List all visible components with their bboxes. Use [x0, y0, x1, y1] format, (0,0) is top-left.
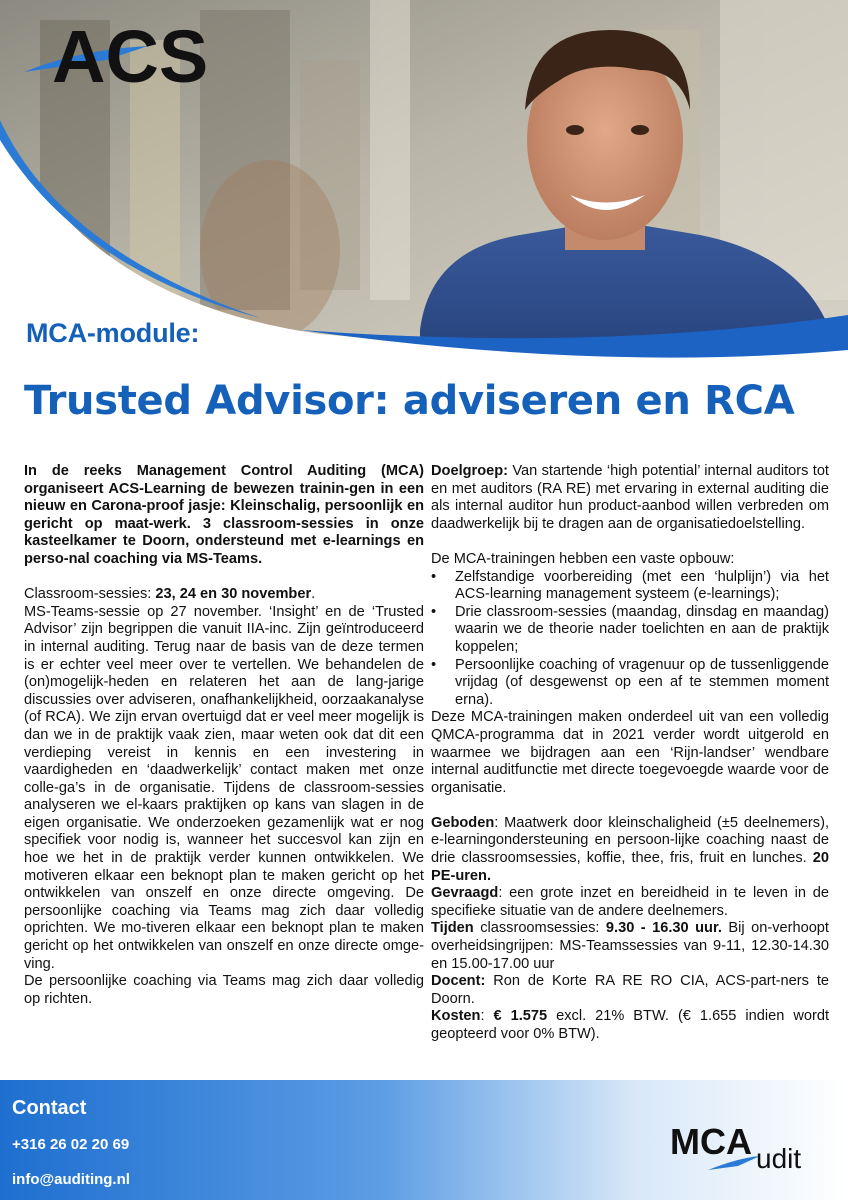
sessions-label: Classroom-sessies: [24, 586, 156, 603]
kosten-paragraph [431, 1008, 829, 1043]
list-item: • Drie classroom-sessies (maandag, dinsdag en maandag) waarin we de theorie nader toelichten en aan de praktijk koppelen; [431, 604, 829, 657]
intro-paragraph [24, 463, 424, 569]
gevraagd-paragraph [431, 885, 829, 920]
doelgroep-paragraph [431, 463, 829, 533]
left-column [24, 463, 424, 1008]
kosten-text: excl. 21% BTW. (€ 1.655 indien wordt geopteerd voor 0% BTW). [431, 1008, 830, 1042]
doelgroep-label: Doelgroep: [431, 463, 509, 479]
contact-phone-link[interactable]: +316 26 02 20 69 [12, 1136, 130, 1153]
sessions-dates: 23, 24 en 30 november [155, 586, 312, 603]
opbouw-intro: De MCA-trainingen hebben een vaste opbouw: [431, 550, 735, 567]
intro-text: In de reeks Management Control Auditing (MCA) organiseert ACS-Learning de bewezen trainin-gen in een nieuw en Carona-proof jasje: Kleinschalig, persoonlijk en gericht op maat-werk. 3 classroom-sessies in onze kasteelkamer te Doorn, ondersteund met e-learnings en perso-nal coaching via MS-Teams. [24, 463, 424, 567]
module-heading: MCA-module: [26, 318, 200, 348]
tijden-rest: Bij on-verhoopt overheidsingrijpen: MS-Teamssessies van 9-11, 12.30-14.30 en 15.00-17.00 uur [431, 920, 829, 972]
tijden-paragraph [431, 920, 829, 973]
programma-paragraph: Deze MCA-trainingen maken onderdeel uit van een volledig QMCA-programma dat in 2021 verder wordt uitgerold en waarmee we bijdragen aan een ‘Rijn-landser’ wendbare internal auditfunctie met directe toegevoegde waarde voor de organisatie. [431, 709, 829, 796]
mca-logo-sub: udit [756, 1143, 802, 1174]
kosten-sep: : [480, 1008, 494, 1025]
opbouw-list [431, 569, 829, 710]
closing-paragraph: De persoonlijke coaching via Teams mag zich daar volledig op richten. [24, 973, 424, 1007]
tijden-label: Tijden [431, 920, 474, 937]
geboden-paragraph [431, 815, 829, 885]
sessions-line [24, 586, 424, 604]
acs-logo-text: ACS [52, 15, 209, 96]
doelgroep-text: Van startende ‘high potential’ internal auditors tot en met auditors (RA RE) met ervaring in external auditing die als internal auditor hun product-aanbod willen verbreden om daadwerkelijk bij te dragen aan de organisatiedoelstelling. [431, 463, 829, 532]
kosten-price: € 1.575 [493, 1008, 548, 1025]
list-item: • Persoonlijke coaching of vragenuur op de tussenliggende vrijdag (of desgewenst op een af te stemmen moment erna). [431, 657, 829, 710]
mca-audit-logo [668, 1118, 828, 1182]
geboden-text: : Maatwerk door kleinschaligheid (±5 deelnemers), e-learningondersteuning en persoon-lijke coaching naast de drie classroomsessies, koffie, thee, fris, fruit en lunches. [431, 814, 829, 867]
gevraagd-text: : een grote inzet en bereidheid in te leven in de specifieke situatie van de andere deelnemers. [431, 885, 829, 919]
docent-text: Ron de Korte RA RE RO CIA, ACS-part-ners te Doorn. [431, 973, 829, 1007]
geboden-pe: 20 PE-uren. [431, 850, 829, 884]
tijden-hours: 9.30 - 16.30 uur. [605, 920, 722, 937]
body-paragraph: MS-Teams-sessie op 27 november. ‘Insight’ en de ‘Trusted Advisor’ zijn begrippen die vanuit IIA-inc. Zijn geïntroduceerd in internal auditing. Terug naar de basis van de deze termen is er echter veel meer over te vertellen. We behandelen de (on)mogelijk-heden en relateren het aan de lang-jarige discussies over adviseren, onafhankelijkheid, oorzaakanalyse (of RCA). We zijn ervan overtuigd dat er veel meer mogelijk is dan we in de praktijk vaak zien, maar weten ook dat dit een verdieping vereist in kennis en een investering in vaardigheden en ‘daadwerkelijk’ contact maken met onze colle-ga’s in de organisatie. Tijdens de classroom-sessies analyseren we el-kaars praktijken op kans van slagen in de eigen organisatie. We onderzoeken gezamenlijk wat er nog specifiek voor nodig is, wanneer het succesvol kan zijn en hoe we het in de praktijk verder kunnen ontwikkelen. We motiveren elkaar een beknopt plan te maken gericht op het ontwikkelen van onszelf en onze directe omgeving. De persoonlijke coaching via Teams mag zich daar volledig oprichten. We mo-tiveren elkaar een beknopt plan te maken gericht op het ontwikkelen van onszelf en onze directe omge-ving. [24, 603, 424, 972]
page-title: Trusted Advisor: adviseren en RCA [24, 378, 795, 424]
mca-logo-text: MCA [670, 1121, 752, 1162]
gevraagd-label: Gevraagd [431, 885, 499, 902]
tijden-text: classroomsessies: [473, 920, 606, 937]
docent-paragraph [431, 973, 829, 1008]
kosten-label: Kosten [431, 1008, 481, 1025]
docent-label: Docent: [431, 973, 486, 990]
contact-email-link[interactable]: info@auditing.nl [12, 1171, 130, 1188]
contact-heading: Contact [12, 1097, 87, 1119]
right-column [431, 463, 829, 1044]
list-item: • Zelfstandige voorbereiding (met een ‘hulplijn’) via het ACS-learning management systeem (e-learnings); [431, 569, 829, 604]
sessions-end: . [311, 586, 316, 603]
geboden-label: Geboden [431, 814, 495, 831]
acs-logo [18, 6, 248, 96]
